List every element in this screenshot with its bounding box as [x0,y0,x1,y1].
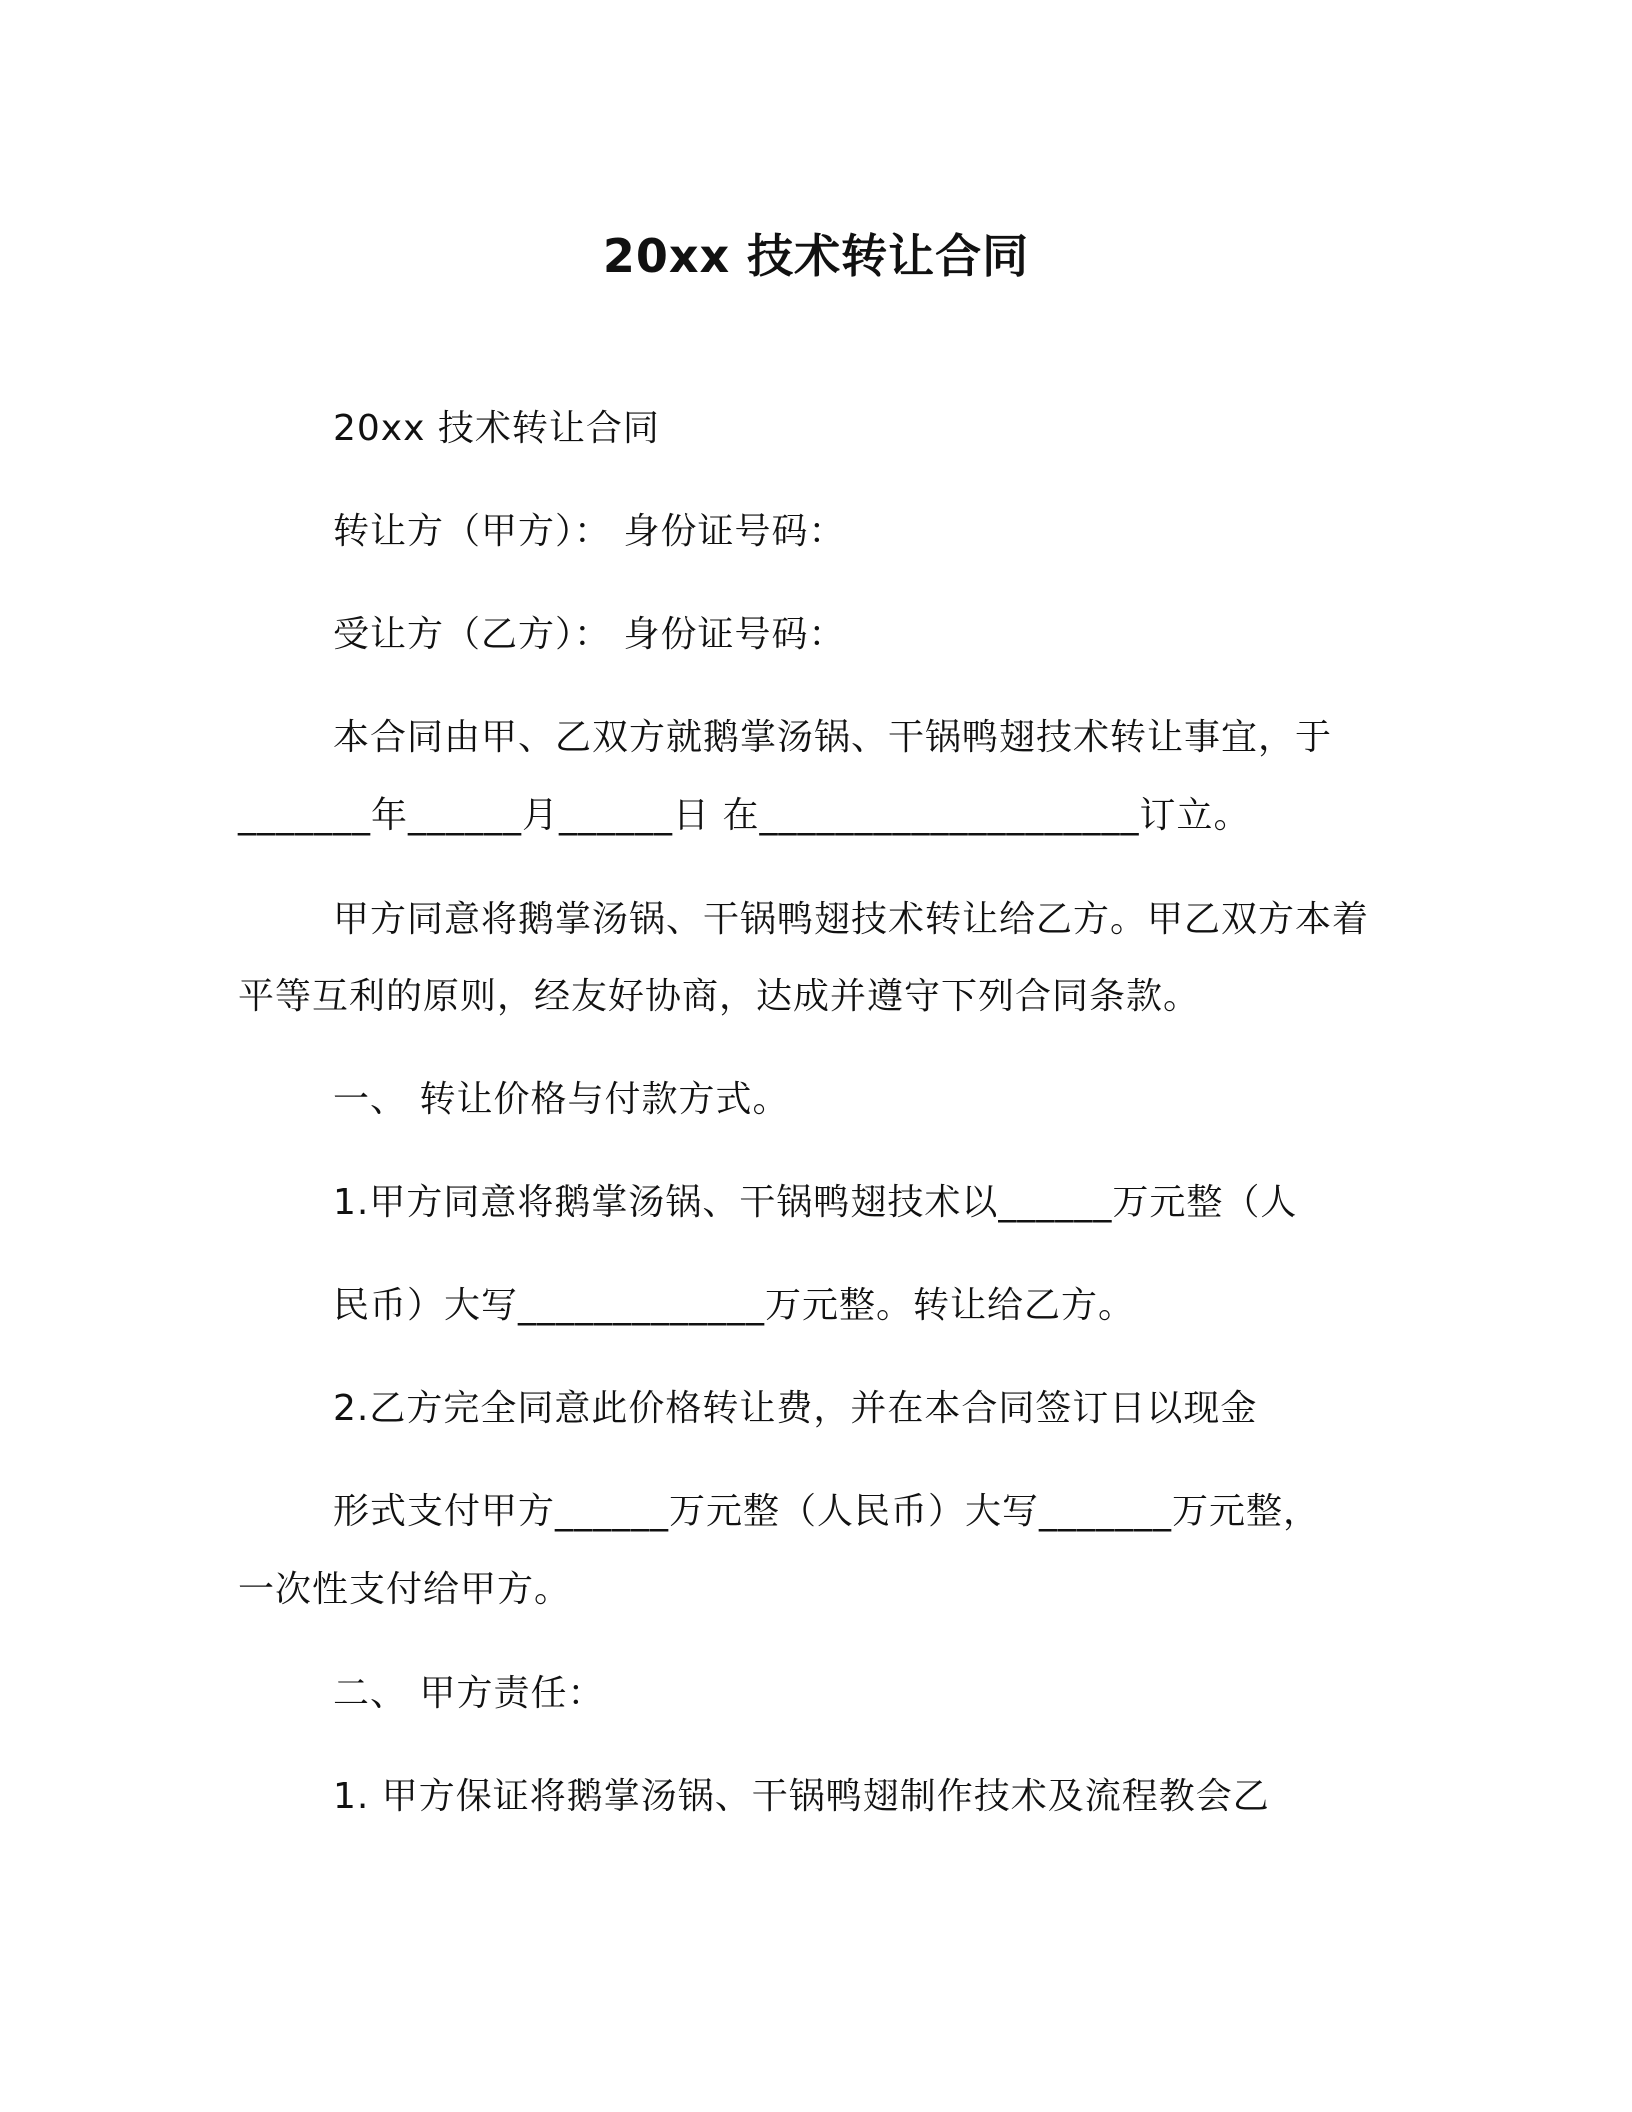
subtitle-line: 20xx 技术转让合同 [333,408,660,449]
document-title: 20xx 技术转让合同 [602,229,1030,283]
paragraph-agree-line-1: 甲方同意将鹅掌汤锅、干锅鸭翅技术转让给乙方。甲乙双方本着 [333,899,1370,940]
clause-1-1-line-2: 民币）大写_____________万元整。转让给乙方。 [333,1285,1136,1326]
clause-1-2-line-2: 形式支付甲方______万元整（人民币）大写_______万元整， [333,1491,1321,1532]
clause-1-2-line-3: 一次性支付给甲方。 [238,1569,572,1610]
paragraph-intro-line-2: _______年______月______日 在____________________订立。 [238,795,1251,836]
clause-1-2-line-1: 2.乙方完全同意此价格转让费，并在本合同签订日以现金 [333,1388,1258,1429]
transferor-line: 转让方（甲方）： 身份证号码： [333,511,846,552]
clause-1-1-line-1: 1.甲方同意将鹅掌汤锅、干锅鸭翅技术以______万元整（人 [333,1182,1298,1223]
paragraph-intro-line-1: 本合同由甲、乙双方就鹅掌汤锅、干锅鸭翅技术转让事宜，于 [333,717,1333,758]
transferee-line: 受让方（乙方）： 身份证号码： [333,614,846,655]
section-heading-1: 一、 转让价格与付款方式。 [333,1079,790,1120]
paragraph-agree-line-2: 平等互利的原则，经友好协商，达成并遵守下列合同条款。 [238,976,1201,1017]
clause-2-1-line-1: 1. 甲方保证将鹅掌汤锅、干锅鸭翅制作技术及流程教会乙 [333,1776,1270,1817]
section-heading-2: 二、 甲方责任： [333,1673,605,1714]
